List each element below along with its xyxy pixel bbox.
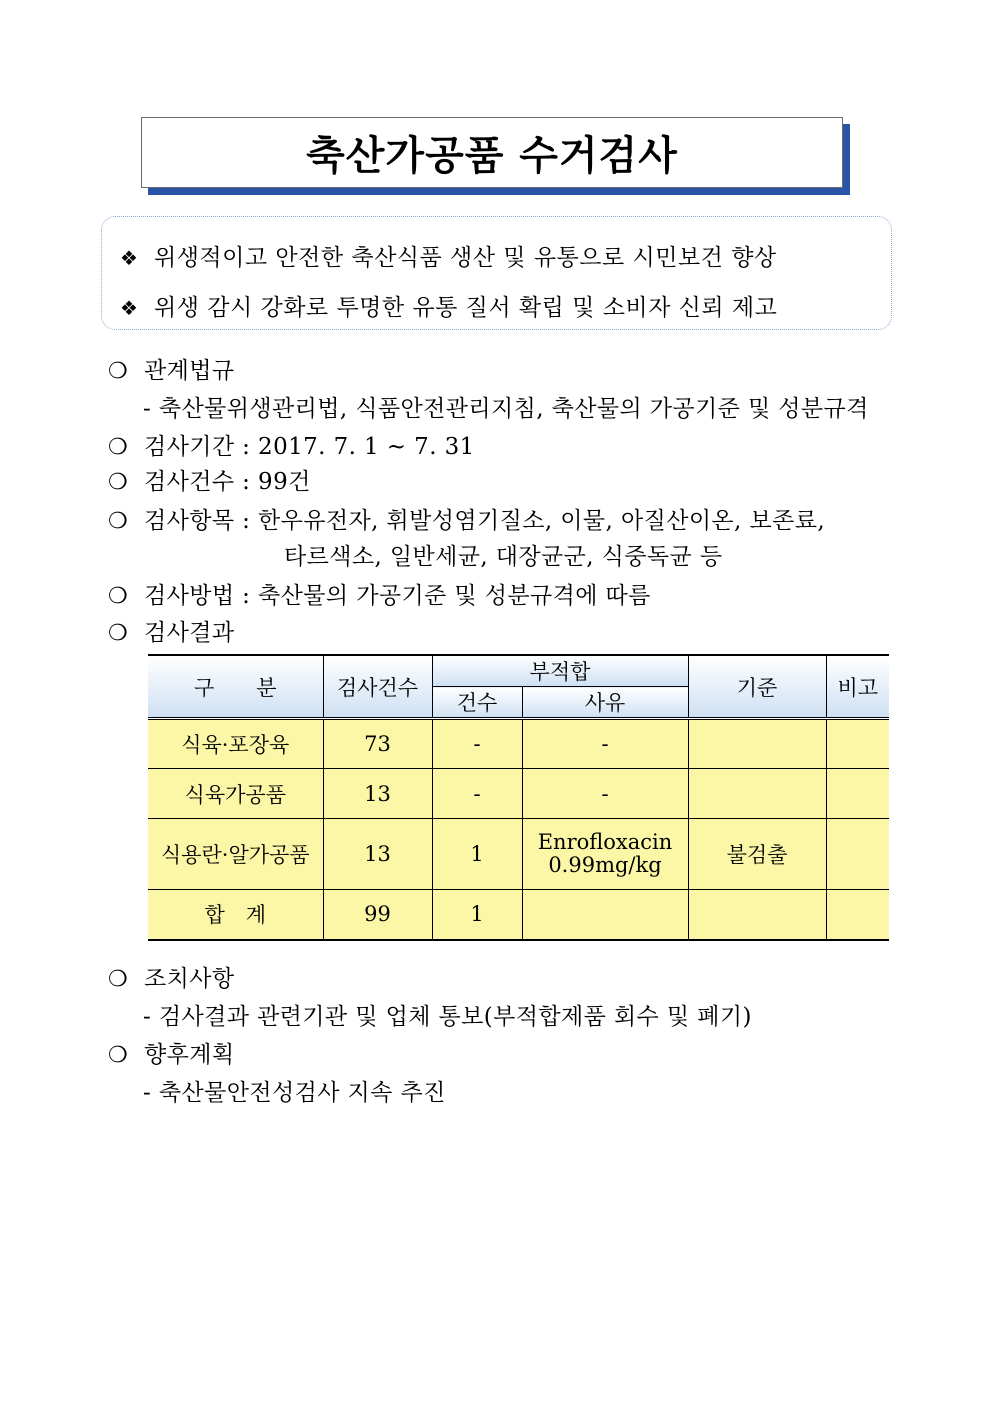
diamond-bullet-icon: ❖	[120, 246, 139, 270]
section-method: ❍ 검사방법 : 축산물의 가공기준 및 성분규격에 따름	[108, 583, 651, 609]
header-standard: 기준	[688, 655, 826, 719]
section-plan: ❍ 향후계획	[108, 1042, 235, 1068]
cell-standard	[688, 890, 826, 940]
cell-inspected: 13	[323, 769, 432, 819]
results-table	[148, 654, 889, 941]
table-row	[148, 819, 889, 890]
plan-detail: - 축산물안전성검사 지속 추진	[143, 1080, 446, 1106]
section-items: ❍ 검사항목 : 한우유전자, 휘발성염기질소, 이물, 아질산이온, 보존료,	[108, 508, 826, 534]
circle-bullet-icon: ❍	[108, 509, 129, 534]
circle-bullet-icon: ❍	[108, 435, 129, 460]
header-nc-reason: 사유	[522, 687, 688, 719]
cell-nc-reason: -	[522, 719, 688, 769]
laws-detail: - 축산물위생관리법, 식품안전관리지침, 축산물의 가공기준 및 성분규격	[143, 396, 869, 422]
header-nonconform: 부적합	[432, 655, 688, 687]
summary-item: ❖ 위생적이고 안전한 축산식품 생산 및 유통으로 시민보건 향상	[120, 245, 777, 271]
cell-nc-count: -	[432, 769, 522, 819]
header-nc-count: 건수	[432, 687, 522, 719]
cell-category: 식육·포장육	[148, 719, 323, 769]
table-row	[148, 719, 889, 769]
circle-bullet-icon: ❍	[108, 621, 129, 646]
section-laws: ❍ 관계법규	[108, 358, 235, 384]
cell-standard	[688, 719, 826, 769]
circle-bullet-icon: ❍	[108, 584, 129, 609]
section-results: ❍ 검사결과	[108, 620, 235, 646]
items-line2: 타르색소, 일반세균, 대장균군, 식중독균 등	[284, 544, 723, 570]
cell-category: 식육가공품	[148, 769, 323, 819]
cell-category: 합 계	[148, 890, 323, 940]
circle-bullet-icon: ❍	[108, 470, 129, 495]
cell-remarks	[826, 890, 889, 940]
cell-nc-reason: -	[522, 769, 688, 819]
cell-inspected: 73	[323, 719, 432, 769]
cell-standard: 불검출	[688, 819, 826, 890]
cell-nc-count: -	[432, 719, 522, 769]
cell-inspected: 13	[323, 819, 432, 890]
cell-standard	[688, 769, 826, 819]
action-detail: - 검사결과 관련기관 및 업체 통보(부적합제품 회수 및 폐기)	[143, 1004, 752, 1030]
table-row	[148, 769, 889, 819]
header-remarks: 비고	[826, 655, 889, 719]
section-period: ❍ 검사기간 : 2017. 7. 1 ~ 7. 31	[108, 434, 475, 460]
summary-item: ❖ 위생 감시 강화로 투명한 유통 질서 확립 및 소비자 신뢰 제고	[120, 295, 778, 321]
page-title: 축산가공품 수거검사	[306, 133, 678, 179]
cell-nc-reason: Enrofloxacin 0.99mg/kg	[522, 819, 688, 890]
section-count: ❍ 검사건수 : 99건	[108, 469, 311, 495]
cell-inspected: 99	[323, 890, 432, 940]
circle-bullet-icon: ❍	[108, 359, 129, 384]
cell-nc-count: 1	[432, 890, 522, 940]
title-box	[141, 117, 843, 188]
header-category: 구 분	[148, 655, 323, 719]
circle-bullet-icon: ❍	[108, 967, 129, 992]
cell-nc-count: 1	[432, 819, 522, 890]
cell-remarks	[826, 769, 889, 819]
circle-bullet-icon: ❍	[108, 1043, 129, 1068]
cell-remarks	[826, 819, 889, 890]
table-row	[148, 890, 889, 940]
diamond-bullet-icon: ❖	[120, 296, 139, 320]
cell-remarks	[826, 719, 889, 769]
summary-box	[101, 216, 892, 330]
section-action: ❍ 조치사항	[108, 966, 235, 992]
cell-category: 식용란·알가공품	[148, 819, 323, 890]
header-inspected: 검사건수	[323, 655, 432, 719]
cell-nc-reason	[522, 890, 688, 940]
